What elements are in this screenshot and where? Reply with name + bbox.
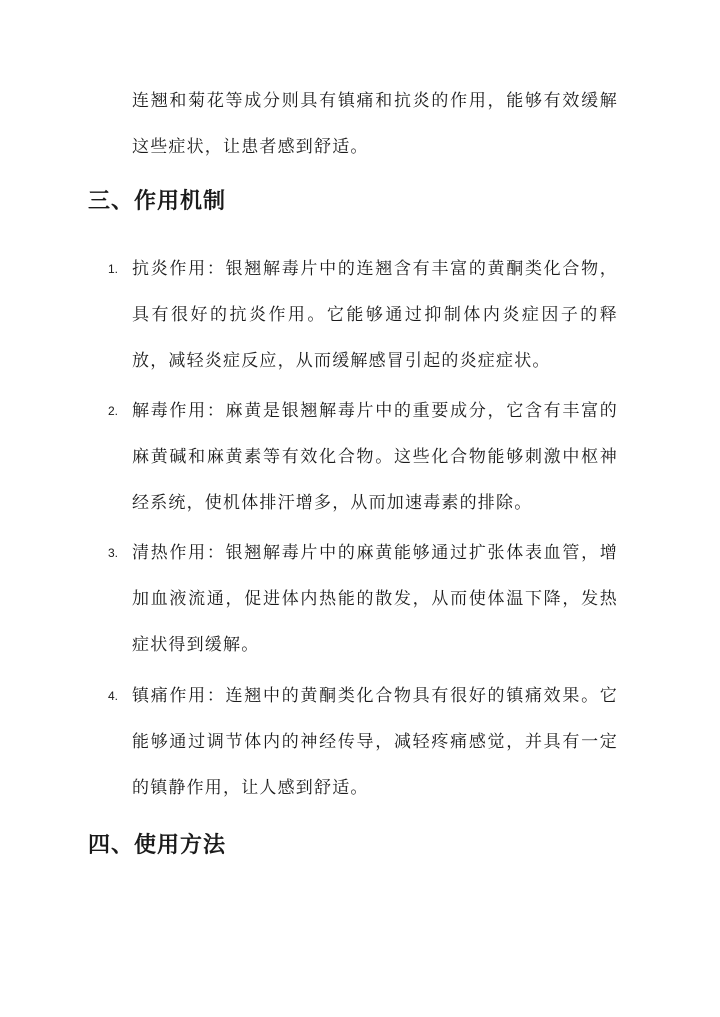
list-item-text: 解毒作用：麻黄是银翘解毒片中的重要成分，它含有丰富的麻黄碱和麻黄素等有效化合物。这些化合物能够刺激中枢神经系统，使机体排汗增多，从而加速毒素的排除。 <box>132 401 618 513</box>
list-item-text: 清热作用：银翘解毒片中的麻黄能够通过扩张体表血管，增加血液流通，促进体内热能的散发，从而使体温下降，发热症状得到缓解。 <box>132 543 618 655</box>
list-item-text: 抗炎作用：银翘解毒片中的连翘含有丰富的黄酮类化合物，具有很好的抗炎作用。它能够通过抑制体内炎症因子的释放，减轻炎症反应，从而缓解感冒引起的炎症症状。 <box>132 259 618 371</box>
list-item <box>108 388 618 526</box>
section-heading-usage: 四、使用方法 <box>88 833 227 858</box>
intro-paragraph: 连翘和菊花等成分则具有镇痛和抗炎的作用，能够有效缓解这些症状，让患者感到舒适。 <box>132 91 618 157</box>
list-item-text: 镇痛作用：连翘中的黄酮类化合物具有很好的镇痛效果。它能够通过调节体内的神经传导，减轻疼痛感觉，并具有一定的镇静作用，让人感到舒适。 <box>132 686 618 798</box>
list-item <box>108 246 618 384</box>
list-item <box>108 673 618 811</box>
list-item-number: 2. <box>108 404 119 418</box>
list-item-number: 1. <box>108 262 119 276</box>
list-item-number: 3. <box>108 546 119 560</box>
list-item <box>108 530 618 668</box>
list-item-number: 4. <box>108 689 119 703</box>
section-heading-mechanism: 三、作用机制 <box>88 189 227 214</box>
